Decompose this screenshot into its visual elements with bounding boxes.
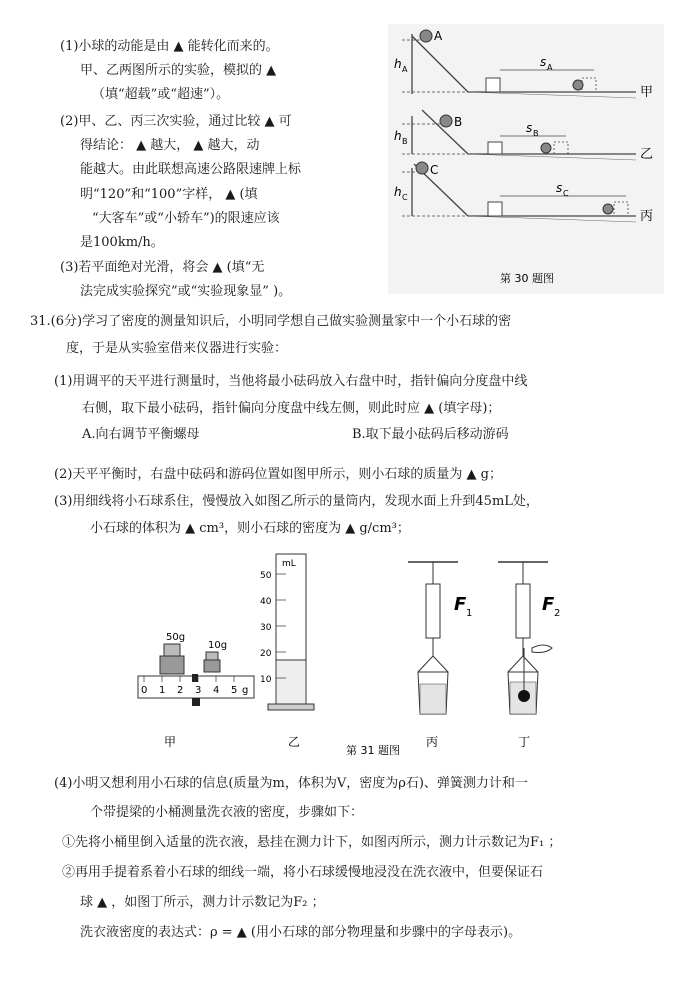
h-b-sub: B [402,137,408,146]
q30-part3-line1: (3)若平面绝对光滑，将会 ▲ (填“无 [60,260,265,275]
weight-50g: 50g [166,632,186,643]
force-2-sub: 2 [554,608,561,619]
spring-scale-d-figure [498,562,560,714]
h-a-sub: A [402,65,408,74]
cylinder-tick-40: 40 [260,597,272,607]
q30-part2-line5: “大客车”或“小轿车”)的限速应该 [92,211,280,226]
s-a-label: s [540,55,547,69]
q31-step2-line1: ②再用手提着系着小石球的细线一端，将小石球缓慢地浸没在洗衣液中，但要保证石 [62,865,544,880]
q31-part2: (2)天平平衡时，右盘中砝码和游码位置如图甲所示，则小石球的质量为 ▲ g； [54,467,502,482]
row-2-label: 乙 [640,147,654,162]
row-1-label: 甲 [640,85,654,100]
figure-31-caption: 第 31 题图 [346,744,400,757]
figure-31-label-a: 甲 [164,735,177,749]
h-b-label: h [394,129,402,143]
ball-c-label: C [430,163,439,177]
q31-part1-line2: 右侧，取下最小砝码，指针偏向分度盘中线左侧，则此时应 ▲ (填字母)； [82,401,501,416]
cylinder-tick-20: 20 [260,649,272,659]
q30-part3-line2: 法完成实验探究”或“实验现象显” )。 [80,284,292,299]
scale-tick-5: 5 [231,685,238,696]
q31-part4-line1: (4)小明又想利用小石球的信息(质量为m，体积为V，密度为ρ石)、弹簧测力计和一 [54,776,528,791]
s-a-sub: A [547,63,553,72]
figure-31 [128,548,568,760]
h-c-sub: C [402,193,408,202]
s-b-sub: B [533,129,539,138]
scale-tick-0: 0 [141,685,148,696]
q31-part3-line1: (3)用细线将小石球系住，慢慢放入如图乙所示的量筒内，发现水面上升到45mL处， [54,494,539,509]
force-2-label: F [542,594,555,615]
force-1-sub: 1 [466,608,473,619]
figure-30-caption: 第 30 题图 [500,272,554,285]
q31-step2-line2: 球 ▲ ，如图丁所示，测力计示数记为F₂ ； [80,895,325,910]
q31-heading-line1: 31.(6分)学习了密度的测量知识后，小明同学想自己做实验测量家中一个小石球的密 [30,314,512,329]
h-c-label: h [394,185,402,199]
cylinder-unit: mL [282,559,296,569]
q31-step1: ①先将小桶里倒入适量的洗衣液，悬挂在测力计下，如图丙所示，测力计示数记为F₁ ； [62,835,562,850]
q30-part2-line1: (2)甲、乙、丙三次实验，通过比较 ▲ 可 [60,114,292,129]
figure-31-label-d: 丁 [518,735,531,749]
q30-part1-line1: (1)小球的动能是由 ▲ 能转化而来的。 [60,39,279,54]
q31-part1-line1: (1)用调平的天平进行测量时，当他将最小砝码放入右盘中时，指针偏向分度盘中线 [54,374,528,389]
figure-31-label-c: 丙 [426,735,439,749]
q31-expression: 洗衣液密度的表达式：ρ = ▲ (用小石球的部分物理量和步骤中的字母表示)。 [80,925,522,940]
q30-part2-line2: 得结论： ▲ 越大， ▲ 越大，动 [80,138,260,153]
force-1-label: F [454,594,467,615]
s-c-sub: C [563,189,569,198]
scale-tick-4: 4 [213,685,220,696]
weight-10g: 10g [208,640,228,651]
q31-option-a: A.向右调节平衡螺母 [82,427,200,442]
s-b-label: s [526,121,533,135]
q30-part2-line4: 明“120”和“100”字样， ▲ (填 [80,187,258,202]
scale-tick-1: 1 [159,685,166,696]
h-a-label: h [394,57,402,71]
s-c-label: s [556,181,563,195]
balance-beam-figure [138,632,254,706]
q31-heading-line2: 度，于是从实验室借来仪器进行实验： [66,341,288,356]
row-3-label: 丙 [640,209,654,224]
q31-option-b: B.取下最小砝码后移动游码 [352,427,509,442]
q30-part1-line2: 甲、乙两图所示的实验，模拟的 ▲ [80,63,277,78]
q31-part4-line2: 个带提梁的小桶测量洗衣液的密度，步骤如下： [90,805,364,820]
ball-b-label: B [454,115,463,129]
cylinder-tick-10: 10 [260,675,272,685]
figure-31-label-b: 乙 [288,735,301,749]
scale-tick-g: g [242,685,249,696]
scale-tick-2: 2 [177,685,184,696]
q30-part1-line3: （填“超载”或“超速”）。 [92,87,230,102]
scale-tick-3: 3 [195,685,202,696]
cylinder-tick-50: 50 [260,571,272,581]
measuring-cylinder-figure [260,554,314,710]
q31-part3-line2: 小石球的体积为 ▲ cm³，则小石球的密度为 ▲ g/cm³； [90,521,410,536]
cylinder-tick-30: 30 [260,623,272,633]
ball-a-label: A [434,29,443,43]
spring-scale-c-figure [408,562,472,714]
figure-30 [388,24,664,294]
q30-part2-line6: 是100km/h。 [80,235,164,250]
q30-part2-line3: 能越大。由此联想高速公路限速牌上标 [80,162,302,177]
